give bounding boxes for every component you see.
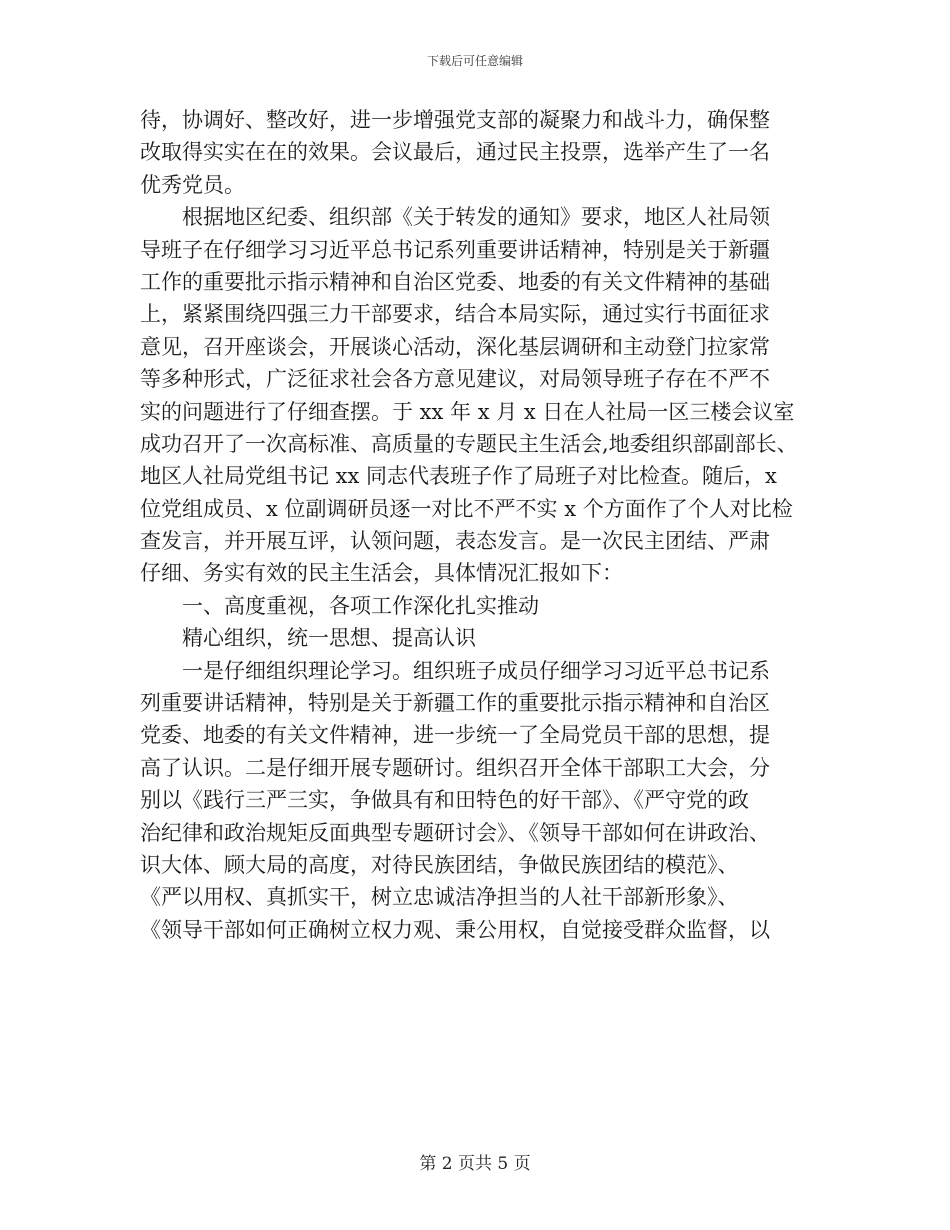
text-line: 实的问题进行了仔细查摆。于 xx 年 x 月 x 日在人社局一区三楼会议室 [140,399,795,424]
text-line: 高了认识。二是仔细开展专题研讨。组织召开全体干部职工大会，分 [140,755,770,780]
text-line: 《领导干部如何正确树立权力观、秉公用权，自觉接受群众监督，以 [140,917,770,942]
text-line: 待，协调好、整改好，进一步增强党支部的凝聚力和战斗力，确保整 [140,108,770,132]
text-line: 仔细、务实有效的民主生活会，具体情况汇报如下： [140,561,623,586]
text-line: 治纪律和政治规矩反面典型专题研讨会》、《领导干部如何在讲政治、 [140,820,770,845]
text-line: 识大体、顾大局的高度，对待民族团结，争做民族团结的模范》、 [140,852,739,877]
text-line: 等多种形式，广泛征求社会各方意见建议，对局领导班子存在不严不 [140,367,770,392]
text-line: 根据地区纪委、组织部《关于转发的通知》要求，地区人社局领 [182,205,770,230]
text-line: 列重要讲话精神，特别是关于新疆工作的重要批示指示精神和自治区 [140,691,770,716]
text-line: 优秀党员。 [140,172,245,197]
text-line: 党委、地委的有关文件精神，进一步统一了全局党员干部的思想，提 [140,723,770,748]
text-line: 位党组成员、x 位副调研员逐一对比不严不实 x 个方面作了个人对比检 [140,496,793,521]
text-line: 上，紧紧围绕四强三力干部要求，结合本局实际，通过实行书面征求 [140,302,770,327]
text-line: 精心组织，统一思想、提高认识 [182,626,476,651]
text-line: 成功召开了一次高标准、高质量的专题民主生活会,地委组织部副部长、 [140,431,798,456]
page-footer: 第 2 页共 5 页 [419,1154,531,1174]
text-line: 改取得实实在在的效果。会议最后，通过民主投票，选举产生了一名 [140,140,770,165]
text-line: 工作的重要批示指示精神和自治区党委、地委的有关文件精神的基础 [140,269,770,294]
text-line: 意见，召开座谈会，开展谈心活动，深化基层调研和主动登门拉家常 [140,334,770,359]
page-header: 下载后可任意编辑 [426,54,523,68]
document-body [140,104,810,946]
text-line: 查发言，并开展互评，认领问题，表态发言。是一次民主团结、严肃 [140,529,770,554]
text-line: 别以《践行三严三实，争做具有和田特色的好干部》、《严守党的政 [140,788,749,813]
text-line: 导班子在仔细学习习近平总书记系列重要讲话精神，特别是关于新疆 [140,237,770,262]
text-line: 《严以用权、真抓实干，树立忠诚洁净担当的人社干部新形象》、 [140,885,739,910]
text-line: 一、高度重视，各项工作深化扎实推动 [182,593,539,618]
text-line: 地区人社局党组书记 xx 同志代表班子作了局班子对比检查。随后，x [140,464,777,489]
text-line: 一是仔细组织理论学习。组织班子成员仔细学习习近平总书记系 [182,658,770,683]
